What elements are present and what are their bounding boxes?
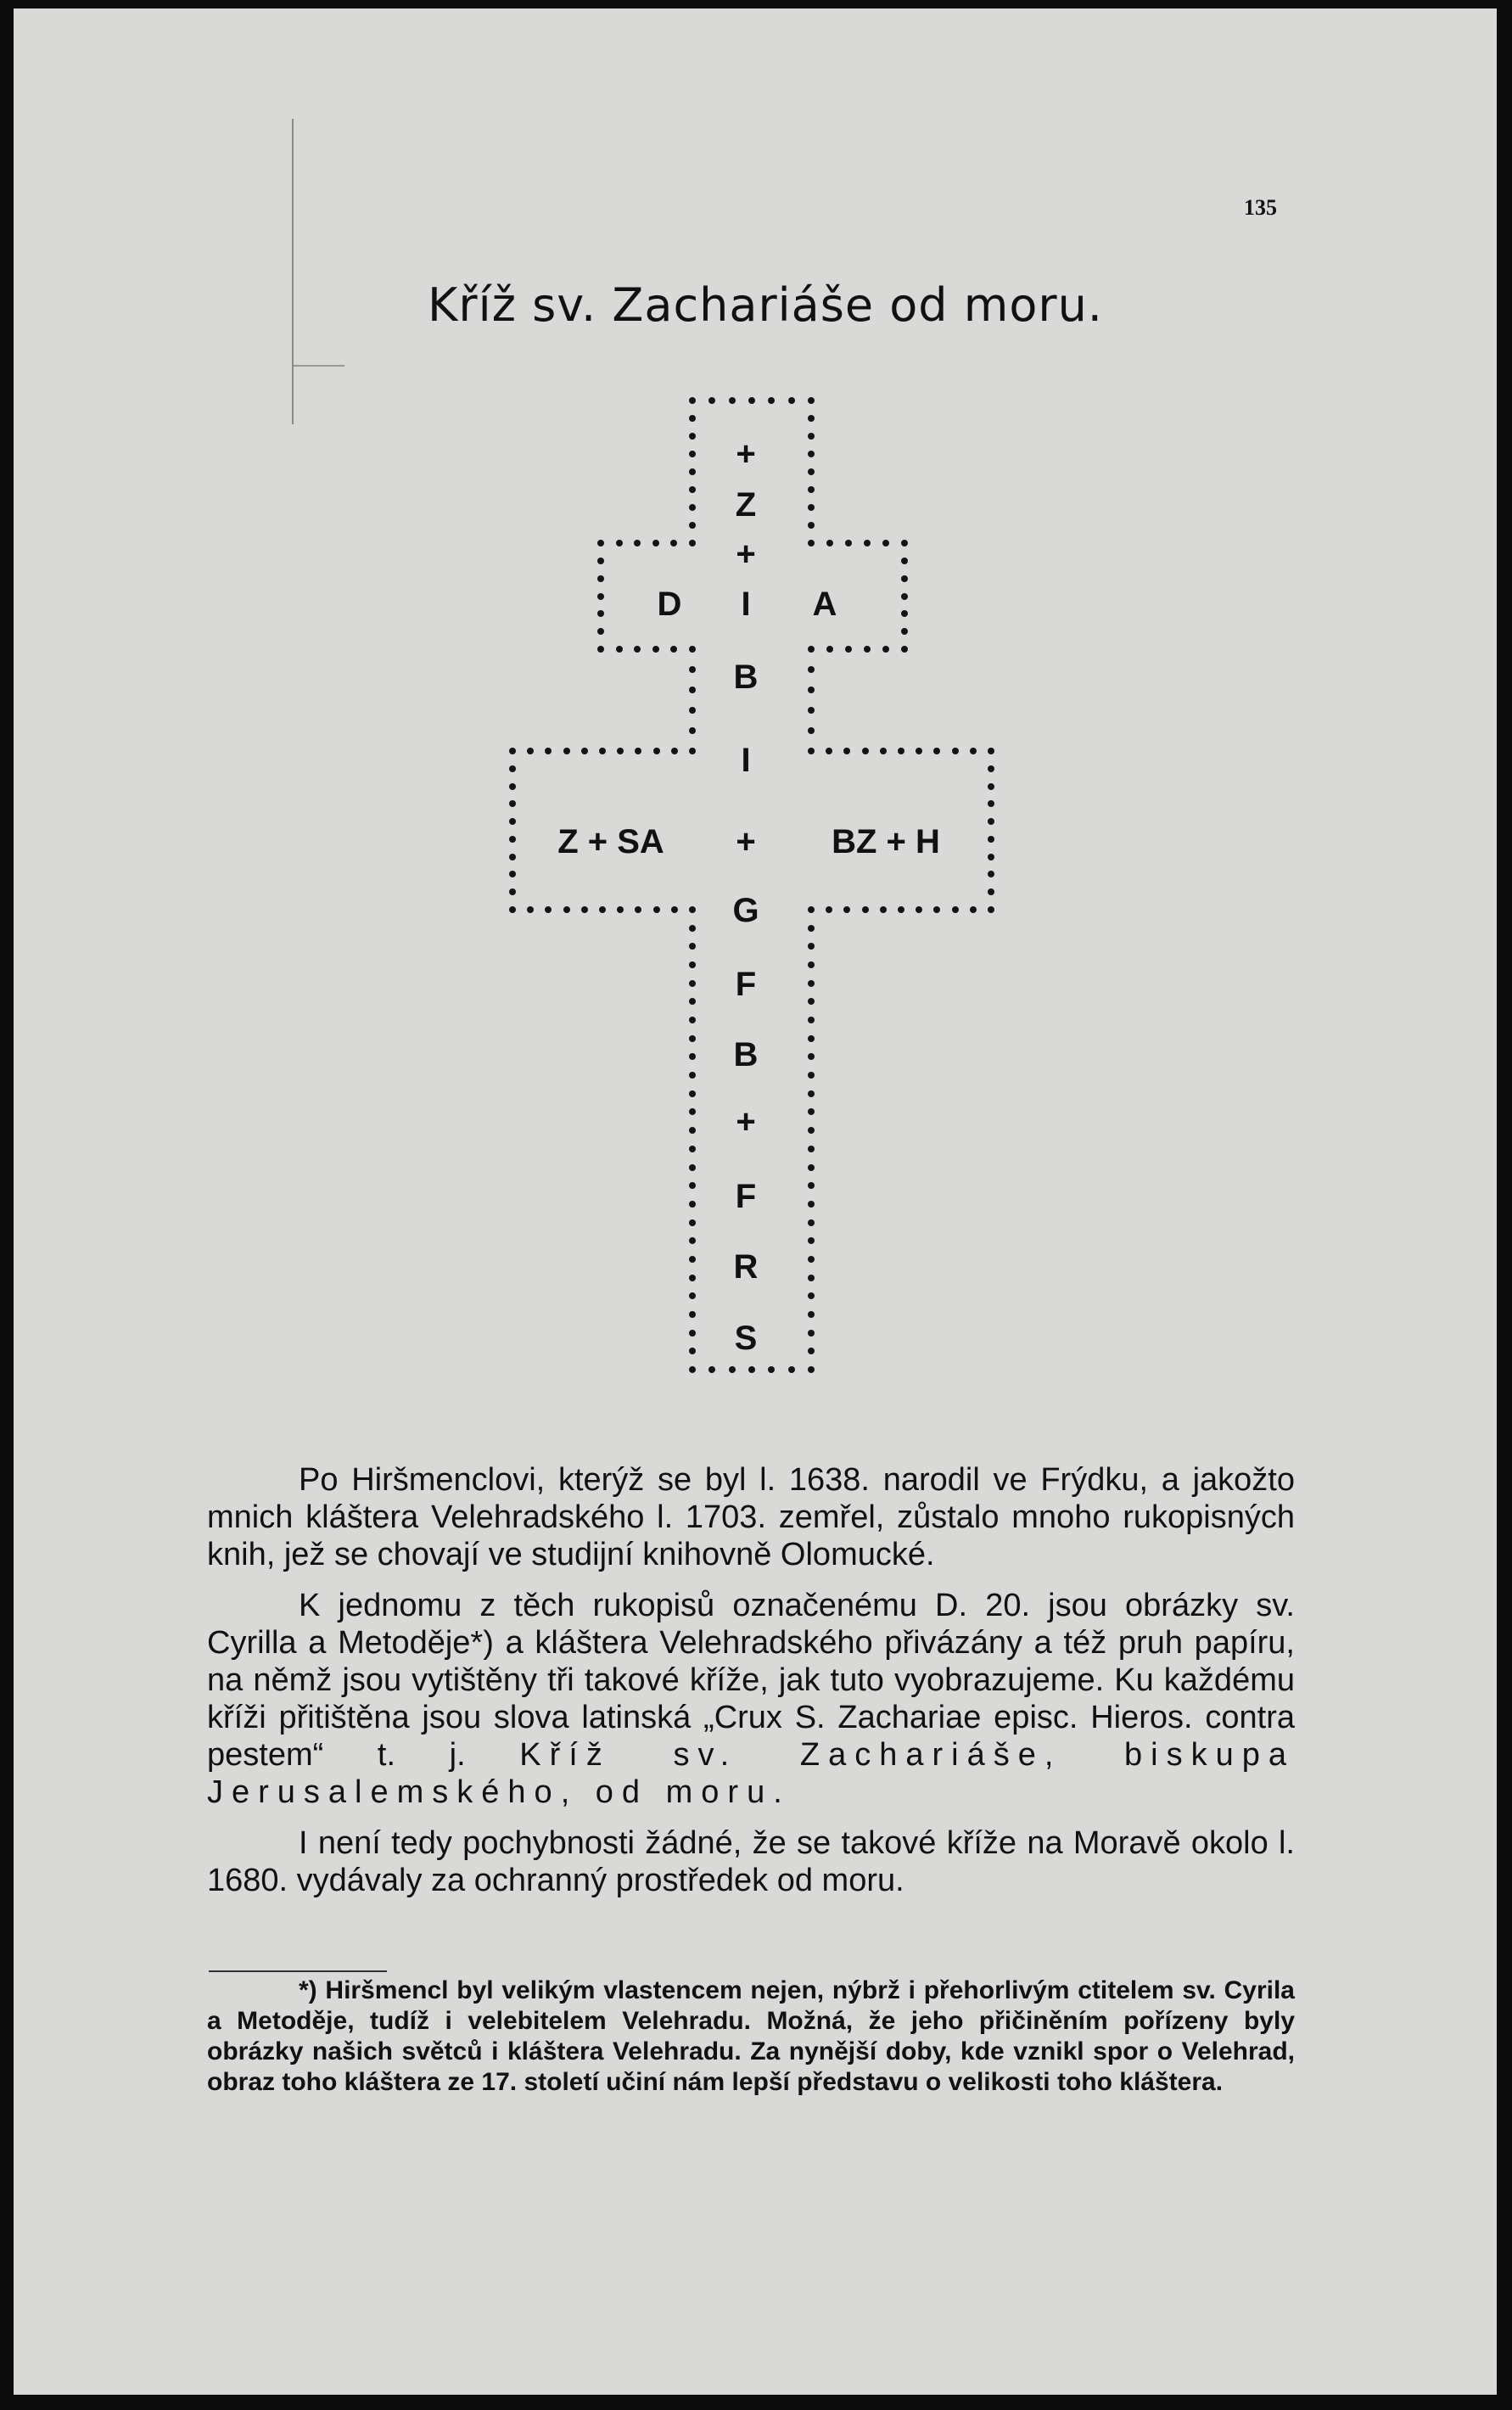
cross-border-dot xyxy=(689,468,696,475)
cross-border-dot xyxy=(670,540,677,546)
cross-border-dot xyxy=(689,980,696,987)
cross-border-dot xyxy=(808,707,815,714)
cross-border-dot xyxy=(671,906,678,913)
cross-border-dot xyxy=(509,800,516,807)
cross-border-dot xyxy=(882,540,889,546)
cross-border-dot xyxy=(616,646,623,653)
cross-border-dot xyxy=(563,906,570,913)
cross-border-dot xyxy=(653,906,660,913)
cross-border-dot xyxy=(843,748,850,754)
cross-border-dot xyxy=(689,1219,696,1226)
cross-border-dot xyxy=(748,1366,755,1373)
cross-border-dot xyxy=(689,1201,696,1208)
page-number: 135 xyxy=(1244,195,1277,220)
cross-border-dot xyxy=(616,540,623,546)
cross-letter-13: F xyxy=(735,966,757,1003)
cross-letter-1: + xyxy=(736,435,756,473)
cross-border-dot xyxy=(808,1219,815,1226)
cross-border-dot xyxy=(689,1090,696,1097)
cross-border-dot xyxy=(808,727,815,734)
cross-border-dot xyxy=(916,906,922,913)
paragraph-2-text: K jednomu z těch rukopisů označenému D. 20. jsou obrázky sv. Cyrilla a Metoděje*) a kláštera Velehradského přivázány a též pruh papíru, na němž jsou vytištěny tři takové kříže, jak tuto vyobrazujeme. Ku každému kříži přitištěna jsou slova latinská „Crux S. Zachariae episc. Hieros. contra pestem“ t. j. xyxy=(207,1588,1295,1773)
cross-border-dot xyxy=(862,906,869,913)
cross-border-dot xyxy=(808,1127,815,1134)
cross-border-dot xyxy=(826,540,833,546)
cross-border-dot xyxy=(509,871,516,877)
cross-border-dot xyxy=(599,748,606,754)
cross-border-dot xyxy=(597,558,604,564)
cross-border-dot xyxy=(653,748,660,754)
cross-border-dot xyxy=(597,575,604,582)
cross-border-dot xyxy=(808,666,815,673)
cross-border-dot xyxy=(689,925,696,932)
cross-border-dot xyxy=(970,906,977,913)
cross-border-dot xyxy=(689,415,696,422)
cross-border-dot xyxy=(862,748,869,754)
cross-border-dot xyxy=(880,906,887,913)
cross-border-dot xyxy=(808,1348,815,1354)
cross-border-dot xyxy=(808,998,815,1005)
cross-border-dot xyxy=(597,610,604,617)
paragraph-1: Po Hiršmenclovi, kterýž se byl l. 1638. narodil ve Frýdku, a jakožto mnich kláštera Velehradského l. 1703. zemřel, zůstalo mnoho rukopisných knih, jež se chovají ve studijní knihovně Olomucké. xyxy=(207,1462,1295,1572)
cross-border-dot xyxy=(788,1366,795,1373)
cross-border-dot xyxy=(901,558,908,564)
cross-border-dot xyxy=(689,646,696,653)
cross-border-dot xyxy=(808,1366,815,1373)
cross-border-dot xyxy=(597,628,604,635)
cross-border-dot xyxy=(808,1035,815,1042)
cross-border-dot xyxy=(689,1164,696,1171)
cross-border-dot xyxy=(808,1072,815,1079)
cross-border-dot xyxy=(808,961,815,968)
cross-border-dot xyxy=(808,1182,815,1189)
cross-border-dot xyxy=(581,748,588,754)
cross-border-dot xyxy=(988,854,994,860)
cross-border-dot xyxy=(545,906,552,913)
cross-letter-3: + xyxy=(736,535,756,573)
cross-border-dot xyxy=(689,1237,696,1244)
cross-border-dot xyxy=(689,1127,696,1134)
cross-border-dot xyxy=(689,961,696,968)
cross-border-dot xyxy=(933,748,940,754)
cross-letter-17: R xyxy=(733,1248,759,1286)
cross-border-dot xyxy=(808,433,815,440)
cross-letter-2: Z xyxy=(735,486,757,524)
cross-border-dot xyxy=(808,1237,815,1244)
cross-border-dot xyxy=(563,748,570,754)
cross-border-dot xyxy=(689,687,696,693)
footnote-separator xyxy=(209,1970,387,1972)
cross-border-dot xyxy=(826,906,832,913)
cross-border-dot xyxy=(808,415,815,422)
cross-border-dot xyxy=(689,397,696,404)
cross-border-dot xyxy=(808,687,815,693)
cross-border-dot xyxy=(901,575,908,582)
cross-border-dot xyxy=(689,707,696,714)
cross-letter-10: + xyxy=(736,823,756,860)
cross-border-dot xyxy=(689,486,696,493)
cross-border-dot xyxy=(689,1256,696,1263)
cross-border-dot xyxy=(689,906,696,913)
cross-border-dot xyxy=(988,871,994,877)
cross-border-dot xyxy=(748,397,755,404)
cross-border-dot xyxy=(689,1330,696,1337)
cross-border-dot xyxy=(689,666,696,673)
cross-border-dot xyxy=(988,818,994,825)
cross-border-dot xyxy=(952,906,959,913)
cross-border-dot xyxy=(845,646,852,653)
cross-border-dot xyxy=(808,906,815,913)
cross-border-dot xyxy=(808,522,815,529)
cross-border-dot xyxy=(864,540,871,546)
cross-border-dot xyxy=(768,397,775,404)
cross-border-dot xyxy=(808,397,815,404)
cross-border-dot xyxy=(689,1366,696,1373)
cross-border-dot xyxy=(901,646,908,653)
cross-border-dot xyxy=(901,628,908,635)
cross-border-dot xyxy=(671,748,678,754)
cross-border-dot xyxy=(970,748,977,754)
cross-border-dot xyxy=(808,980,815,987)
cross-border-dot xyxy=(845,540,852,546)
cross-letter-5: I xyxy=(741,586,751,623)
cross-letter-15: + xyxy=(736,1103,756,1141)
footnote xyxy=(207,1976,1295,2098)
cross-border-dot xyxy=(617,748,624,754)
cross-border-dot xyxy=(988,888,994,895)
cross-letter-11: BZ + H xyxy=(832,823,940,860)
cross-border-dot xyxy=(988,836,994,843)
cross-letter-12: G xyxy=(732,892,759,929)
cross-border-dot xyxy=(988,783,994,790)
cross-border-dot xyxy=(988,800,994,807)
cross-border-dot xyxy=(880,748,887,754)
paragraph-3: I není tedy pochybnosti žádné, že se takové kříže na Moravě okolo l. 1680. vydávaly za ochranný prostředek od moru. xyxy=(207,1825,1295,1898)
cross-border-dot xyxy=(597,540,604,546)
footnote-text: *) Hiršmencl byl velikým vlastencem nejen, nýbrž i přehorlivým ctitelem sv. Cyrila a Metoděje, tudíž i velebitelem Velehradu. Možná, že jeho přičiněním pořízeny byly obrázky našich světců i kláštera Velehradu. Za nynější doby, kde vznikl spor o Velehrad, obraz toho kláštera ze 17. století učiní nám lepší představu o velikosti toho kláštera. xyxy=(207,1976,1295,2096)
book-page xyxy=(14,8,1497,2395)
cross-letter-6: A xyxy=(812,586,837,623)
cross-border-dot xyxy=(826,748,832,754)
cross-border-dot xyxy=(689,998,696,1005)
cross-border-dot xyxy=(901,540,908,546)
cross-border-dot xyxy=(808,1108,815,1115)
cross-border-dot xyxy=(898,748,904,754)
cross-border-dot xyxy=(808,1311,815,1318)
cross-border-dot xyxy=(689,1035,696,1042)
cross-border-dot xyxy=(634,540,641,546)
cross-border-dot xyxy=(901,593,908,600)
cross-border-dot xyxy=(988,765,994,772)
paragraph-2 xyxy=(207,1587,1295,1811)
cross-border-dot xyxy=(808,1256,815,1263)
cross-border-dot xyxy=(689,451,696,457)
cross-border-dot xyxy=(689,522,696,529)
cross-border-dot xyxy=(509,906,516,913)
cross-letter-9: Z + SA xyxy=(557,823,664,860)
cross-border-dot xyxy=(729,397,736,404)
cross-border-dot xyxy=(808,451,815,457)
cross-border-dot xyxy=(617,906,624,913)
cross-border-dot xyxy=(689,433,696,440)
cross-border-dot xyxy=(729,1366,736,1373)
cross-border-dot xyxy=(808,1201,815,1208)
cross-letter-8: I xyxy=(741,742,751,779)
cross-border-dot xyxy=(597,646,604,653)
cross-border-dot xyxy=(689,943,696,950)
cross-border-dot xyxy=(808,1017,815,1023)
cross-border-dot xyxy=(509,783,516,790)
cross-border-dot xyxy=(689,1146,696,1152)
cross-letter-4: D xyxy=(657,586,682,623)
cross-letter-14: B xyxy=(733,1036,759,1073)
cross-border-dot xyxy=(826,646,833,653)
zachariah-cross-figure xyxy=(14,8,1497,1451)
cross-border-dot xyxy=(689,1053,696,1060)
cross-border-dot xyxy=(509,818,516,825)
cross-border-dot xyxy=(689,1072,696,1079)
main-text xyxy=(207,1461,1295,1913)
cross-border-dot xyxy=(988,906,994,913)
cross-border-dot xyxy=(527,748,534,754)
cross-border-dot xyxy=(527,906,534,913)
cross-border-dot xyxy=(708,397,715,404)
cross-border-dot xyxy=(509,854,516,860)
cross-border-dot xyxy=(864,646,871,653)
cross-border-dot xyxy=(599,906,606,913)
cross-border-dot xyxy=(808,1330,815,1337)
cross-border-dot xyxy=(808,748,815,754)
cross-border-dot xyxy=(652,646,659,653)
cross-border-dot xyxy=(708,1366,715,1373)
cross-border-dot xyxy=(689,1348,696,1354)
cross-border-dot xyxy=(509,836,516,843)
cross-border-dot xyxy=(545,748,552,754)
cross-border-dot xyxy=(689,504,696,511)
cross-border-dot xyxy=(788,397,795,404)
cross-border-dot xyxy=(670,646,677,653)
cross-border-dot xyxy=(808,646,815,653)
page-title: Kříž sv. Zachariáše od moru. xyxy=(428,278,1103,332)
cross-border-dot xyxy=(635,906,641,913)
cross-border-dot xyxy=(808,486,815,493)
cross-border-dot xyxy=(952,748,959,754)
cross-letter-18: S xyxy=(734,1320,758,1357)
cross-border-dot xyxy=(509,748,516,754)
cross-border-dot xyxy=(509,888,516,895)
cross-border-dot xyxy=(808,1146,815,1152)
cross-border-dot xyxy=(689,748,696,754)
cross-border-dot xyxy=(808,1053,815,1060)
cross-border-dot xyxy=(933,906,940,913)
cross-border-dot xyxy=(689,1292,696,1299)
cross-border-dot xyxy=(509,765,516,772)
cross-border-dot xyxy=(808,1292,815,1299)
cross-border-dot xyxy=(901,610,908,617)
cross-border-dot xyxy=(808,1164,815,1171)
cross-border-dot xyxy=(843,906,850,913)
cross-border-dot xyxy=(652,540,659,546)
cross-border-dot xyxy=(808,1275,815,1281)
cross-border-dot xyxy=(808,504,815,511)
cross-letter-16: F xyxy=(735,1178,757,1215)
cross-border-dot xyxy=(808,468,815,475)
cross-border-dot xyxy=(581,906,588,913)
cross-border-dot xyxy=(898,906,904,913)
cross-border-dot xyxy=(689,1311,696,1318)
cross-border-dot xyxy=(689,1275,696,1281)
cross-border-dot xyxy=(597,593,604,600)
cross-border-dot xyxy=(689,540,696,546)
cross-border-dot xyxy=(808,1090,815,1097)
cross-border-dot xyxy=(634,646,641,653)
cross-border-dot xyxy=(689,1108,696,1115)
paragraph-2-spaced-text: Kříž sv. Zachariáše, biskupa Jerusalemského, od moru. xyxy=(207,1737,1296,1810)
cross-border-dot xyxy=(988,748,994,754)
cross-border-dot xyxy=(916,748,922,754)
cross-border-dot xyxy=(808,925,815,932)
cross-border-dot xyxy=(808,943,815,950)
cross-border-dot xyxy=(689,727,696,734)
cross-border-dot xyxy=(768,1366,775,1373)
cross-border-dot xyxy=(808,540,815,546)
cross-border-dot xyxy=(689,1182,696,1189)
cross-letter-7: B xyxy=(733,659,759,696)
cross-border-dot xyxy=(635,748,641,754)
cross-border-dot xyxy=(882,646,889,653)
cross-border-dot xyxy=(689,1017,696,1023)
